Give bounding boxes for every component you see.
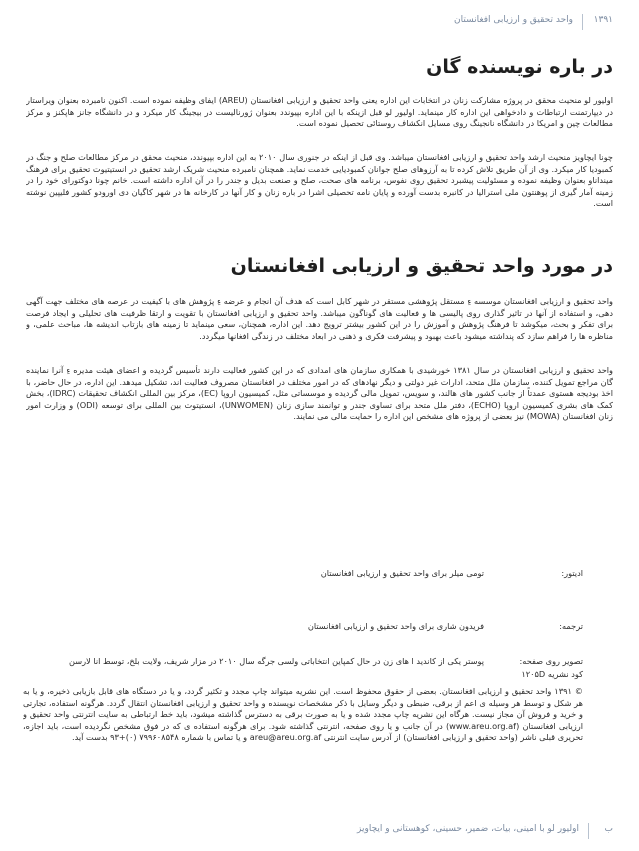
areu-paragraph-1: واحد تحقیق و ارزیابی افغانستان موسسه ءِ مستقل پژوهشی مستقر در شهر کابل است که هدف آن انجام و عرضه ءِ پژوهش های با کیفیت در عرصه های مختلف جهت آگهی دهی، و استفاده از آنها در تاثیر گذاری روی پالیسی ها و فعالیت های گوناگون میباشد. واحد تحقیق و ارزیابی افغانستان با تقویت و ارتقا ظرفیت های تحلیلی و ایجاد فرصت برای تفکر و بحث، میکوشد تا فرهنگ پژوهش و آموزش را در این کشور بیشتر ترویج دهد. این اداره، همچنان، سعی مینماید تا زمینه های بازتاب اندیشه ها، مباحث علمی، و مناظره ها را فراهم سازد که پنداشته میشود باعث بهبود و پیشرفت فکری و ذهنی در ابعاد مختلف در زندگی افغانها میگردد. <box>26 296 613 341</box>
copyright-notice: © ۱۳۹۱ واحد تحقیق و ارزیابی افغانستان. بعضی از حقوق محفوظ است. این نشریه میتواند چاپ مجدد و تکثیر گردد، و یا در دستگاه های قابل بازیابی ذخیره، و یا به هر شکل و توسط هر وسیله ی اعم از برقی، ضبطی و دیگر وسایل با ذکر مشخصات نویسنده و واحد تحقیق و ارزیابی افغانستان انتقال گردد. هرگونه استفاده، تجارتی و خرید و فروش آن مجاز نیست. هرگاه این نشریه چاپ مجدد شده و یا به صورت برقی به دسترس گذاشته میشود، باید خط ارتباطی به سایت انترنتی واحد تحقیق و ارزیابی افغانستان (www.areu.org.af) در آن جانب و یا روی صفحه، انترنتی گذاشته شود. برای هرگونه استفاده ی که در فوق مشخص نگردیده است، باید اجازه، تحریری قبلی ناشر (واحد تحقیق و ارزیابی افغانستان) از آدرس سایت انترنتی areu@areu.org.af و یا تماس با شماره ۷۹۹۶۰۸۵۴۸ (۰)+۹۳ بدست آید. <box>23 686 583 743</box>
header-page-number: ۱۳۹۱ <box>593 15 613 25</box>
footer-page-letter: ب <box>604 824 613 834</box>
credit-translation-label: ترجمه: <box>559 621 583 631</box>
areu-paragraph-2: واحد تحقیق و ارزیابی افغانستان در سال ۱۳۸۱ خورشیدی با همکاری سازمان های امدادی که در این کشور فعالیت دارند تأسیس گردیده و اعضای هیئت مدیره ءِ آنرا نماینده گان مراجع تمویل کننده، سازمان ملل متحد، ادارات غیر دولتی و دیگر نهادهای که در امور مختلف در افغانستان مصروف فعالیت اند، تشکیل میدهد. این اداره، در حال حاضر، با اخذ بودیجه هستوی عمدتاً از جانب کشور های هالند، و سویس، تمویل مالی گردیده و موسساتی مثل، کمیسیون اروپا (EC)، مرکز بین المللی انکشاف تحقیقات (IDRC)، بخش کمک های بشری کمیسیون اروپا (ECHO)، دفتر ملل متحد برای تساوی جندر و توانمند سازی زنان (UNWOMEN)، انستیتوت بین المللی برای توسعه (ODI) و وزارت امور زنان افغانستان (MOWA) نیز بعضی از پروژه های مشخص این اداره را حمایت مالی می نمایند. <box>26 365 613 422</box>
header-running-title: واحد تحقیق و ارزیابی افغانستان <box>454 15 573 25</box>
author-paragraph-2: چونا ایچاویز منحیث ارشد واحد تحقیق و ارزیابی افغانستان میباشد. وی قبل از اینکه در جنوری سال ۲۰۱۰ به این اداره بپیوندد، منحیث محقق در مرکز مطالعات صلح و جنگ در کمبودیا کار میکرد. وی از آن طریق تلاش کرده تا به آرزوهای صلح جوانان کمبودیایی خدمت نماید. همچنان نامبرده منحیث شریک ارشد تحقیق در انستیتیوت تحقیق برای فرهنگ مینداناو بعنوان وظیفه نموده و مسئولیت پیشبرد تحقیق روی نفوس، برنامه های صحت، صلح و صنعت بدیل و جندر را در آن اداره داشته است. خانم چونا دوکتورای خود را در زمینه آمار گیری از پوهنتون ملی استرالیا در کانبره بدست آورده و پایان نامه تحصیلی اشرا در باره زنان و کار آنها در کارخانه ها در شهر کاگیان دی اورودو کشور فلیپین نوشته است. <box>26 152 613 209</box>
author-paragraph-1: اولیور لو منحیث محقق در پروژه مشارکت زنان در انتخابات این اداره یعنی واحد تحقیق و ارزیابی افغانستان (AREU) ایفای وظیفه نموده است. اکنون نامبرده بعنوان ویراستار در دیپارتمنت ارتباطات و دادخواهی این اداره کار مینماید. اولیور لو قبل ازینکه با این اداره بپیوندد بعنوان ژورنالیست در بیجینگ کار میکرد و در دانشگاه جانز هاپکنز و مرکز مطالعات چین و امریکا در دانشگاه نانجینگ روی مسایل انکشاف روستائی تحصیل نموده است. <box>26 95 613 129</box>
publication-code: کود نشریه ۱۲۰۵D <box>521 669 583 679</box>
about-areu-heading: در مورد واحد تحقیق و ارزیابی افغانستان <box>230 255 613 277</box>
about-authors-heading: در باره نویسنده گان <box>426 56 613 78</box>
credit-translation-value: فریدون شاری برای واحد تحقیق و ارزیابی افغانستان <box>307 621 484 631</box>
header-divider <box>582 14 583 30</box>
credit-cover-photo-label: تصویر روی صفحه: <box>519 656 583 666</box>
running-header <box>100 14 613 30</box>
credit-editor-value: تومی میلر برای واحد تحقیق و ارزیابی افغانستان <box>320 568 484 578</box>
footer-divider <box>588 823 589 839</box>
credit-cover-photo-value: پوستر یکی از کاندید ا های زن در حال کمپاین انتخاباتی ولسی جرگه سال ۲۰۱۰ در مزار شریف، ولایت بلخ، توسط انا لارسن <box>69 656 484 666</box>
credit-editor-label: ادیتور: <box>561 568 583 578</box>
footer-authors-line: اولیور لو با امینی، بیات، ضمیر، حسینی، کوهستانی و ایچاویز <box>357 824 579 834</box>
running-footer <box>200 823 613 839</box>
